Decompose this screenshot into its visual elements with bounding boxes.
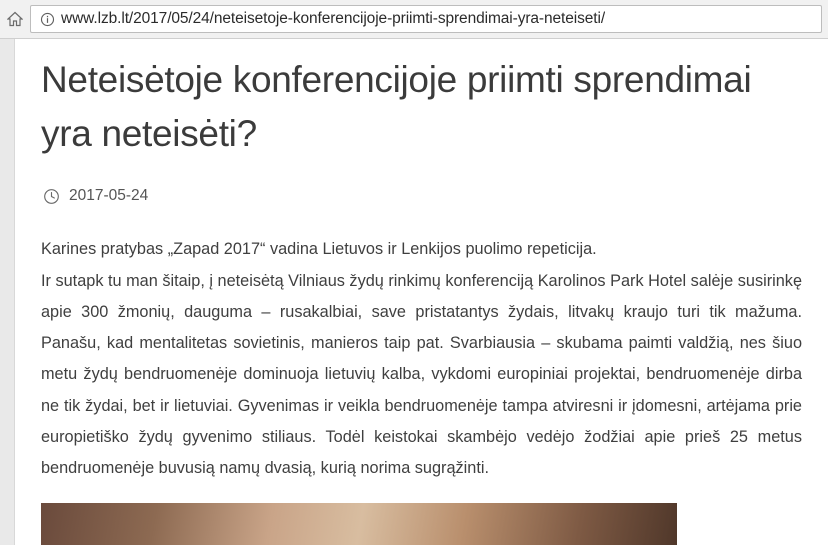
article-photo (41, 503, 677, 545)
article-content (15, 39, 828, 545)
page-viewport (0, 39, 828, 545)
page-left-margin (0, 39, 15, 545)
article-meta (41, 186, 802, 206)
clock-icon (41, 186, 61, 206)
article-paragraph: Ir sutapk tu man šitaip, į neteisėtą Vilniaus žydų rinkimų konferenciją Karolinos Park Hotel salėje susirinkę apie 300 žmonių, dauguma – rusakalbiai, save pristatantys žydais, litvakų kraujo turi tik mažuma. Panašu, kad mentalitetas sovietinis, manieros taip pat. Svarbiausia – skubama paimti valdžią, nes šiuo metu žydų bendruomenėje dominuoja lietuvių kalba, vykdomi europiniai projektai, bendruomenėje dirba ne tik žydai, bet ir lietuviai. Gyvenimas ir veikla bendruomenėje tampa atviresni ir įdomesni, artėjama prie europietiško žydų gyvenimo stiliaus. Todėl keistokai skambėjo vedėjo žodžiai apie prieš 25 metus bendruomenėje buvusią namų dvasią, kurią norima sugrąžinti. (41, 271, 802, 478)
home-icon[interactable] (0, 0, 30, 38)
page-title: Neteisėtoje konferencijoje priimti sprendimai yra neteisėti? (41, 59, 752, 154)
url-text[interactable]: www.lzb.lt/2017/05/24/neteisetoje-konferencijoje-priimti-sprendimai-yra-neteiseti/ (61, 10, 606, 27)
article-paragraph: Karines pratybas „Zapad 2017“ vadina Lietuvos ir Lenkijos puolimo repeticija. (41, 240, 597, 259)
address-bar[interactable] (30, 5, 822, 33)
browser-toolbar (0, 0, 828, 39)
article-body (41, 234, 802, 484)
post-date: 2017-05-24 (69, 187, 149, 205)
page-info-icon[interactable] (37, 12, 57, 27)
